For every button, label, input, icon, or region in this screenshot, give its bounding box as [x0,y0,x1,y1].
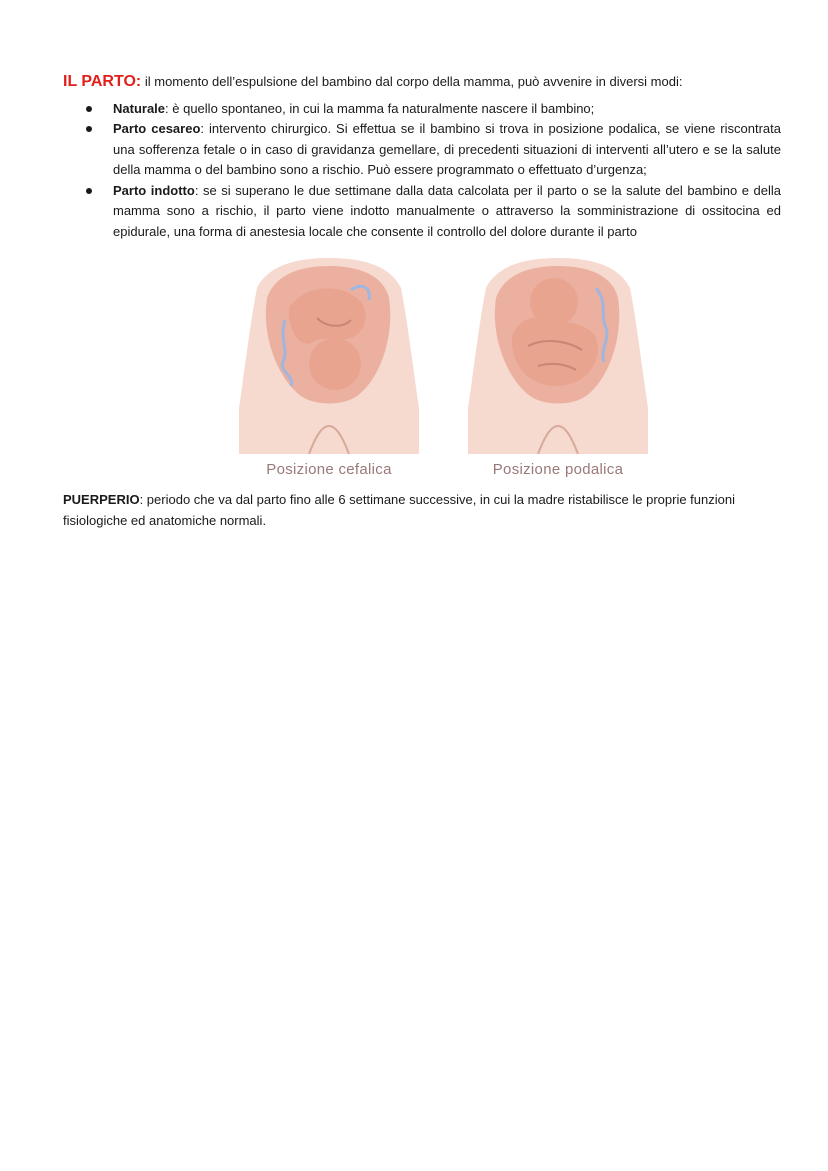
bullet-dot [86,188,92,194]
birth-types-list [63,99,781,243]
text-cesareo: : intervento chirurgico. Si effettua se il bambino si trova in posizione podalica, se viene riscontrata una sofferenza fetale o in caso di gravidanza gemellare, di precedenti situazioni di interventi all’utero e se la salute della mamma o del bambino sono a rischio. Può essere programmato o effettuato d’urgenza; [113,121,782,177]
breech-position-illustration [468,258,648,454]
fetal-position-figure [63,258,781,484]
cephalic-position-illustration [239,258,419,454]
section-title: IL PARTO: [63,73,142,90]
caption-podalica: Posizione podalica [492,461,624,478]
text-puerperio: : periodo che va dal parto fino alle 6 settimane successive, in cui la madre ristabilisce le proprie funzioni fisiologiche ed anatomiche normali. [63,492,735,528]
term-naturale: Naturale [113,100,166,116]
list-item-naturale [113,99,781,120]
bullet-dot [86,126,92,132]
list-item-cesareo [113,119,781,181]
bullet-dot [86,106,92,112]
list-item-indotto [113,181,781,243]
intro-text: il momento dell’espulsione del bambino dal corpo della mamma, può avvenire in diversi modi: [141,74,683,89]
text-naturale: : è quello spontaneo, in cui la mamma fa naturalmente nascere il bambino; [165,100,595,116]
intro-paragraph [63,72,781,93]
puerperio-paragraph [63,490,781,531]
term-indotto: Parto indotto [113,182,195,198]
term-puerperio: PUERPERIO [63,492,140,507]
caption-cefalica: Posizione cefalica [266,461,392,478]
text-indotto: : se si superano le due settimane dalla data calcolata per il parto o se la salute del bambino e della mamma sono a rischio, il parto viene indotto manualmente o attraverso la somministrazione di ossitocina ed epidurale, una forma di anestesia locale che consente il controllo del dolore durante il parto [113,182,781,239]
document-page [63,72,781,544]
term-cesareo: Parto cesareo [113,121,201,136]
